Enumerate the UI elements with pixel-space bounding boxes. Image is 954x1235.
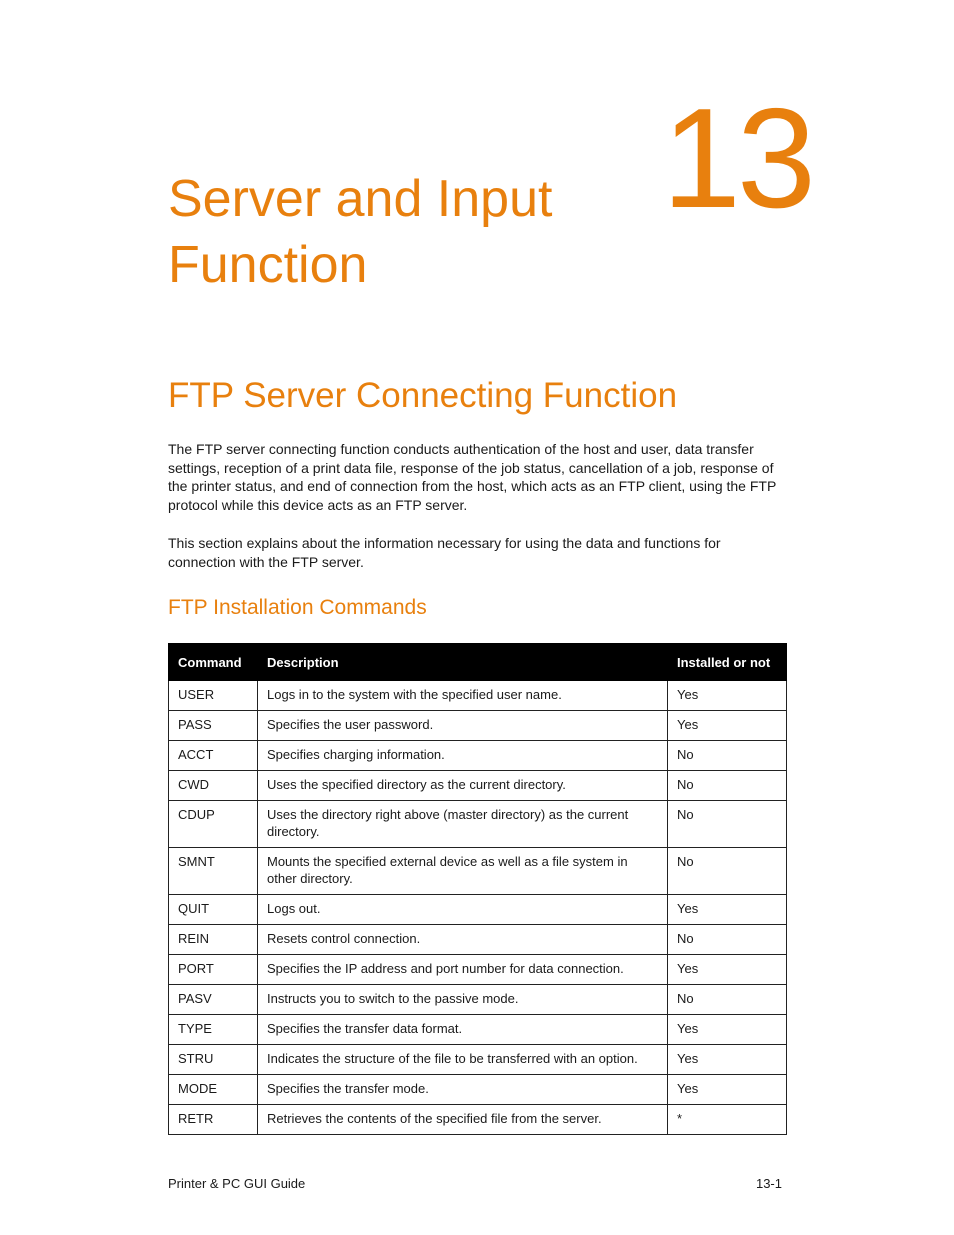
table-row (169, 801, 787, 848)
description-cell: Instructs you to switch to the passive mode. (258, 985, 668, 1015)
description-cell: Specifies the IP address and port number for data connection. (258, 955, 668, 985)
description-cell: Mounts the specified external device as well as a file system in other directory. (258, 848, 668, 895)
description-cell: Specifies charging information. (258, 741, 668, 771)
table-row (169, 771, 787, 801)
command-cell: PASV (169, 985, 258, 1015)
table-row (169, 1075, 787, 1105)
section-title: FTP Server Connecting Function (168, 376, 678, 415)
installed-cell: Yes (668, 895, 787, 925)
description-cell: Specifies the user password. (258, 711, 668, 741)
command-cell: QUIT (169, 895, 258, 925)
installed-cell: No (668, 848, 787, 895)
footer-guide-name: Printer & PC GUI Guide (168, 1176, 306, 1191)
column-header-description: Description (258, 644, 668, 681)
footer-page-number: 13-1 (755, 1176, 782, 1191)
installed-cell: No (668, 985, 787, 1015)
description-cell: Specifies the transfer mode. (258, 1075, 668, 1105)
installed-cell: Yes (668, 1045, 787, 1075)
installed-cell: Yes (668, 711, 787, 741)
table-row (169, 681, 787, 711)
intro-paragraph: The FTP server connecting function conducts authentication of the host and user, data transfer settings, reception of a print data file, response of the job status, cancellation of a job, response of the printer status, and end of connection from the host, which acts as an FTP client, using the FTP protocol while this device acts as an FTP server. (168, 441, 777, 513)
command-cell: CDUP (169, 801, 258, 848)
description-cell: Resets control connection. (258, 925, 668, 955)
command-cell: MODE (169, 1075, 258, 1105)
command-cell: TYPE (169, 1015, 258, 1045)
table-row (169, 1105, 787, 1135)
command-cell: USER (169, 681, 258, 711)
table-row (169, 1015, 787, 1045)
installed-cell: No (668, 801, 787, 848)
installed-cell: Yes (668, 1015, 787, 1045)
description-cell: Logs out. (258, 895, 668, 925)
column-header-command: Command (169, 644, 258, 681)
table-row (169, 741, 787, 771)
description-cell: Uses the specified directory as the current directory. (258, 771, 668, 801)
command-cell: CWD (169, 771, 258, 801)
table-row (169, 1045, 787, 1075)
description-cell: Indicates the structure of the file to be transferred with an option. (258, 1045, 668, 1075)
description-cell: Retrieves the contents of the specified file from the server. (258, 1105, 668, 1135)
installed-cell: * (668, 1105, 787, 1135)
command-cell: RETR (169, 1105, 258, 1135)
table-row (169, 711, 787, 741)
table-row (169, 955, 787, 985)
table-row (169, 985, 787, 1015)
command-cell: ACCT (169, 741, 258, 771)
installed-cell: Yes (668, 955, 787, 985)
command-cell: PASS (169, 711, 258, 741)
table-row (169, 895, 787, 925)
installed-cell: No (668, 925, 787, 955)
description-cell: Logs in to the system with the specified user name. (258, 681, 668, 711)
installed-cell: Yes (668, 681, 787, 711)
chapter-number: 13 (662, 79, 812, 238)
subsection-title: FTP Installation Commands (168, 596, 427, 619)
command-cell: SMNT (169, 848, 258, 895)
installed-cell: No (668, 741, 787, 771)
table-row (169, 925, 787, 955)
description-cell: Uses the directory right above (master directory) as the current directory. (258, 801, 668, 848)
description-cell: Specifies the transfer data format. (258, 1015, 668, 1045)
ftp-commands-table (168, 643, 787, 1135)
installed-cell: Yes (668, 1075, 787, 1105)
table-row (169, 848, 787, 895)
column-header-installed: Installed or not (668, 644, 787, 681)
command-cell: REIN (169, 925, 258, 955)
command-cell: PORT (169, 955, 258, 985)
chapter-title: Server and Input Function (168, 170, 553, 294)
table-header-row (169, 644, 787, 681)
command-cell: STRU (169, 1045, 258, 1075)
explanation-paragraph: This section explains about the information necessary for using the data and functions for connection with the FTP server. (168, 535, 721, 570)
installed-cell: No (668, 771, 787, 801)
